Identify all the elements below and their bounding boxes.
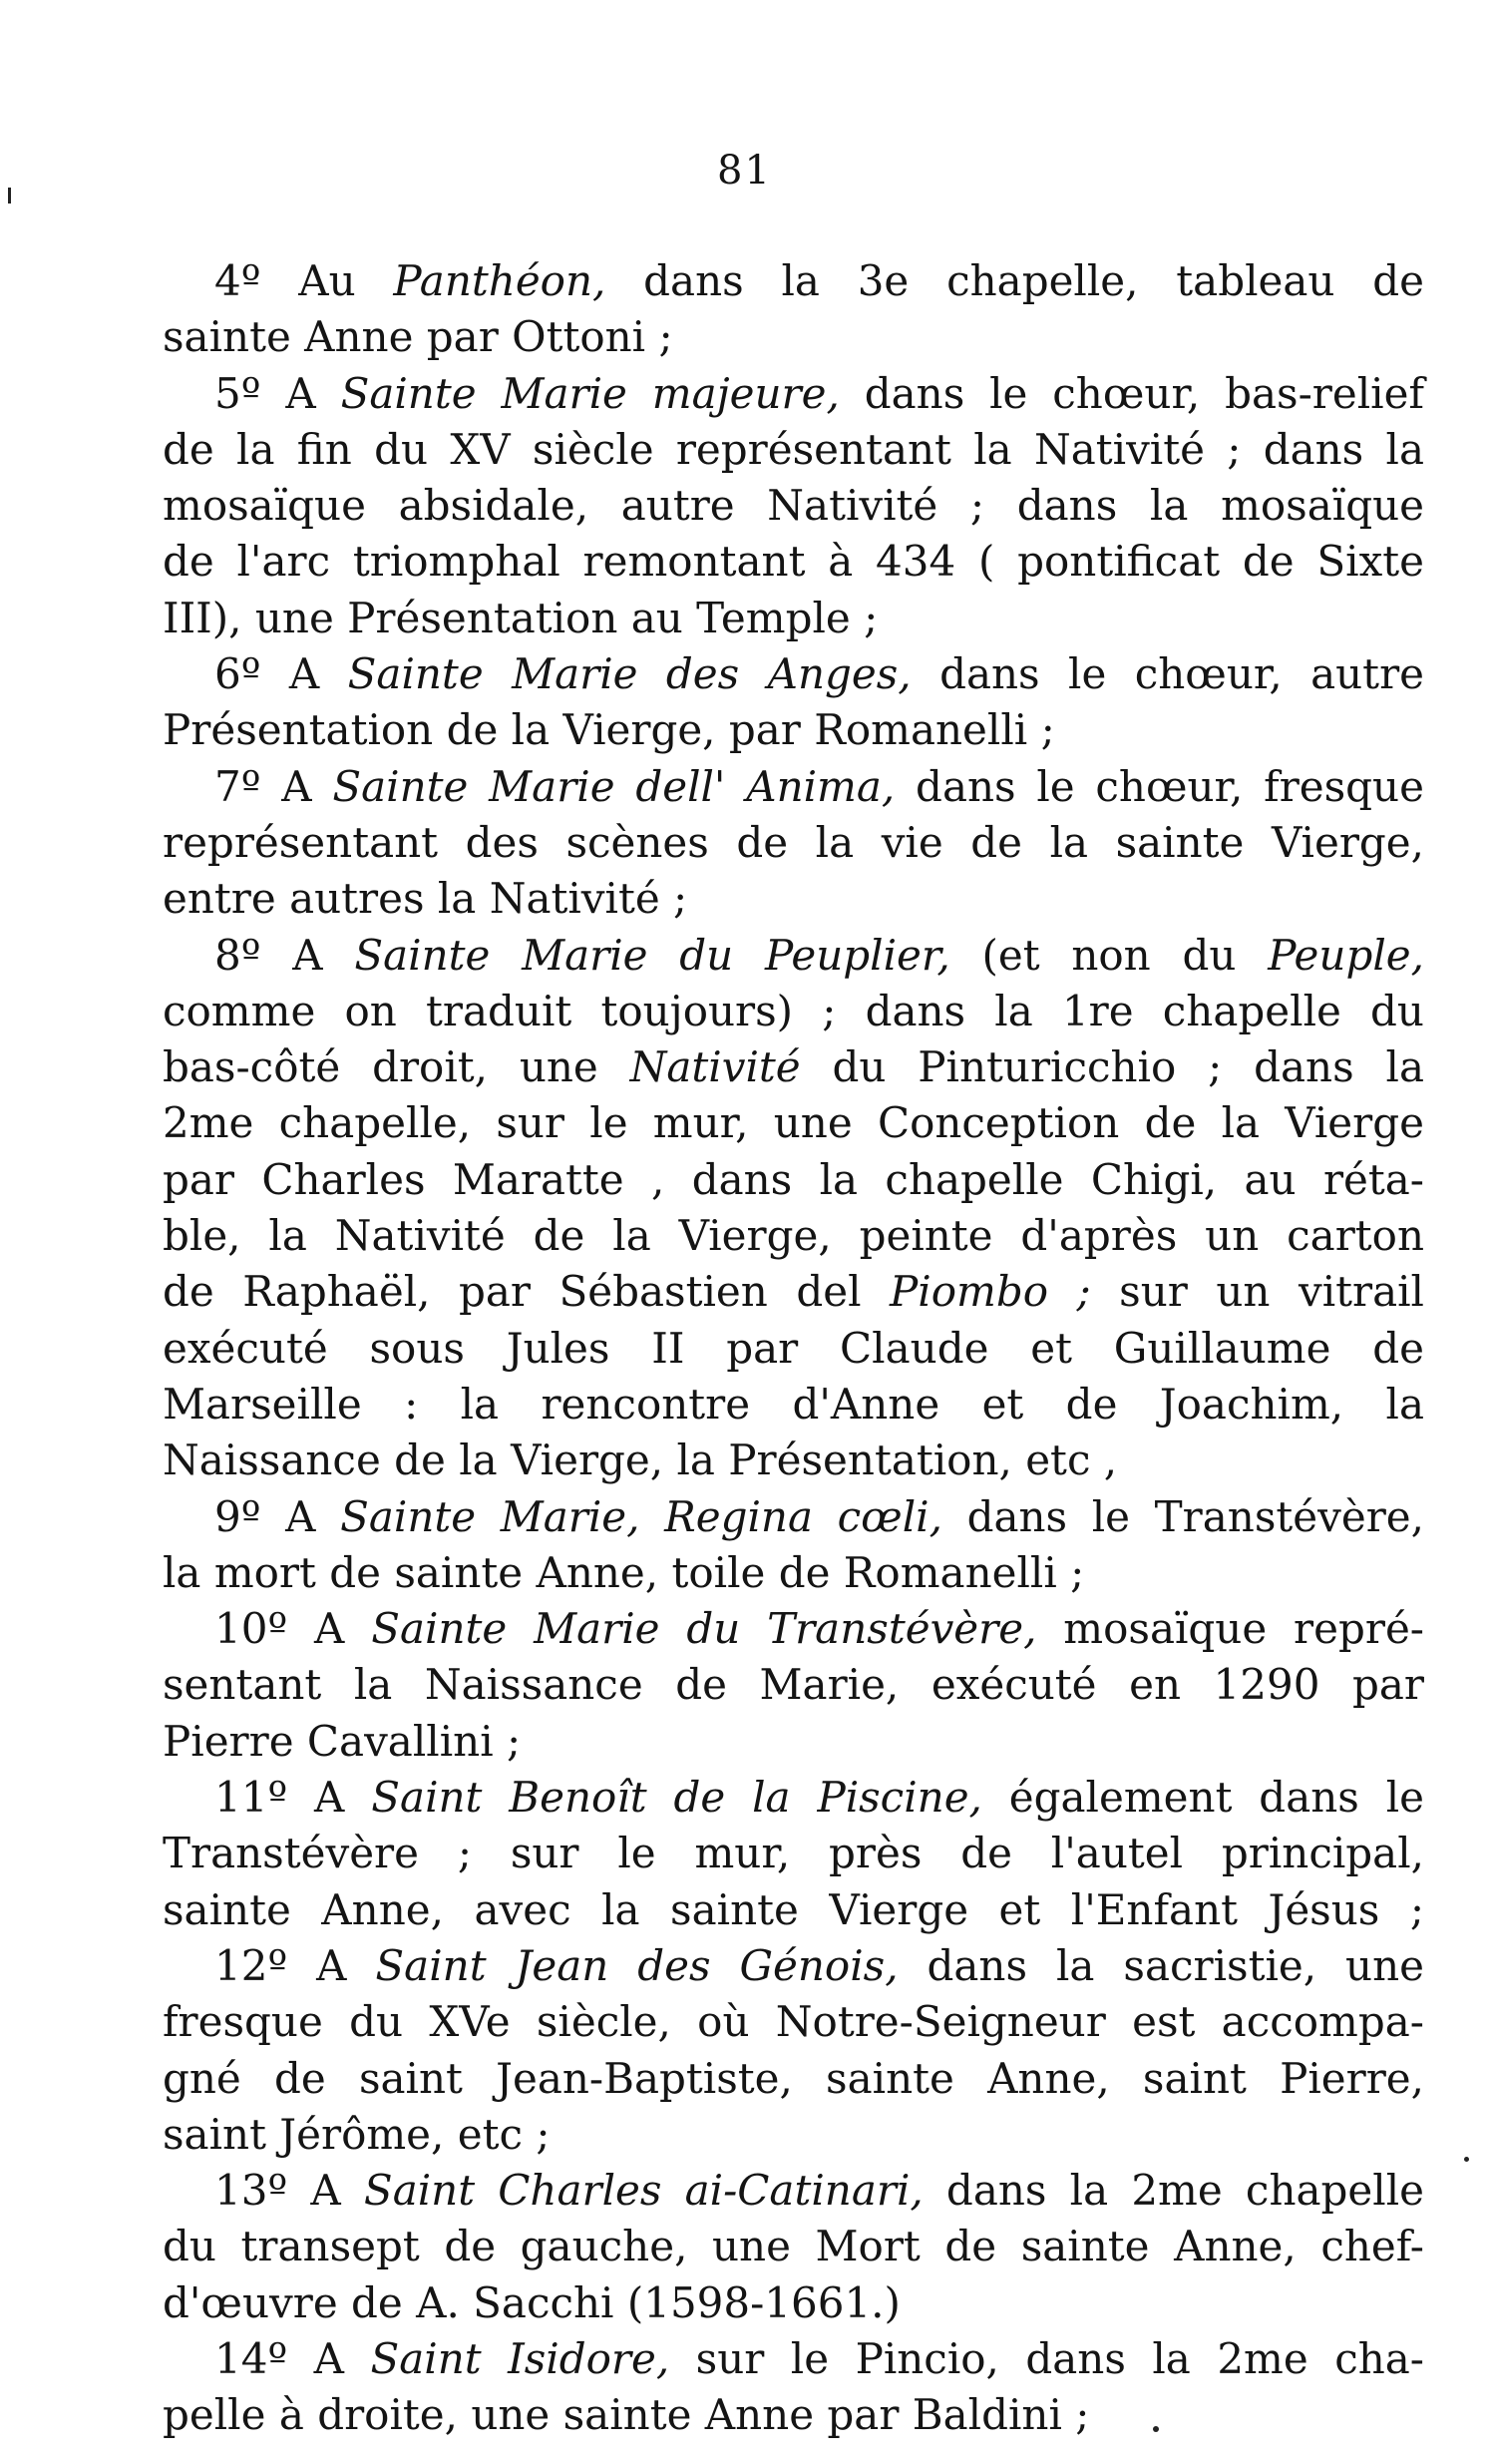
text-line: [163, 1208, 1424, 1264]
text-segment: sentant la Naissance de Marie, exécuté en 1290 par: [163, 1660, 1424, 1710]
text-segment: Naissance de la Vierge, la Présentation, etc ,: [163, 1436, 1118, 1485]
text-segment: 7º A: [214, 761, 333, 811]
text-segment: du Pinturicchio ; dans la: [800, 1042, 1424, 1092]
text-line: [163, 1433, 1424, 1488]
text-line: [163, 2387, 1424, 2443]
text-line: [163, 928, 1424, 984]
text-segment: 4º Au: [214, 256, 394, 305]
text-segment: Transtévère ; sur le mur, près de l'autel principal,: [163, 1829, 1424, 1878]
text-segment: sur le Pincio, dans la 2me cha-: [669, 2333, 1425, 2383]
text-segment: dans la 3e chapelle, tableau de: [605, 256, 1424, 305]
text-segment: la mort de sainte Anne, toile de Romanelli ;: [163, 1547, 1085, 1597]
text-segment: sainte Anne par Ottoni ;: [163, 312, 673, 362]
italic-text-segment: Saint Benoît de la Piscine,: [371, 1773, 982, 1823]
text-segment: dans le chœur, autre: [911, 649, 1424, 699]
text-segment: III), une Présentation au Temple ;: [163, 593, 879, 642]
text-segment: 5º A: [214, 368, 341, 418]
text-segment: de la fin du XV siècle représentant la Nativité ; dans la: [163, 424, 1424, 474]
text-segment: gné de saint Jean-Baptiste, sainte Anne, saint Pierre,: [163, 2053, 1424, 2103]
text-line: [163, 253, 1424, 309]
text-line: [163, 2163, 1424, 2219]
text-segment: Présentation de la Vierge, par Romanelli ;: [163, 705, 1055, 755]
text-segment: sur un vitrail: [1090, 1267, 1424, 1317]
page-number: 81: [717, 148, 772, 194]
text-segment: Marseille : la rencontre d'Anne et de Joachim, la: [163, 1379, 1424, 1429]
text-segment: saint Jérôme, etc ;: [163, 2109, 551, 2159]
text-line: [163, 534, 1424, 590]
text-segment: mosaïque absidale, autre Nativité ; dans la mosaïque: [163, 481, 1424, 531]
text-line: [163, 2219, 1424, 2274]
text-segment: 6º A: [214, 649, 348, 699]
text-segment: 11º A: [214, 1773, 372, 1823]
text-line: [163, 1377, 1424, 1433]
text-line: [163, 2107, 1424, 2163]
text-segment: 9º A: [214, 1491, 341, 1541]
text-segment: comme on traduit toujours) ; dans la 1re chapelle du: [163, 986, 1424, 1035]
italic-text-segment: Sainte Marie du Transtévère,: [371, 1604, 1037, 1654]
text-segment: exécuté sous Jules II par Claude et Guillaume de: [163, 1323, 1424, 1373]
text-segment: dans le chœur, fresque: [895, 761, 1424, 811]
text-segment: pelle à droite, une sainte Anne par Baldini ;: [163, 2390, 1090, 2440]
text-line: [163, 1994, 1424, 2050]
text-line: [163, 646, 1424, 702]
text-line: [163, 1938, 1424, 1994]
italic-text-segment: Sainte Marie des Anges,: [347, 649, 912, 699]
italic-text-segment: Nativité: [629, 1042, 801, 1092]
text-line: [163, 2275, 1424, 2331]
text-segment: entre autres la Nativité ;: [163, 874, 688, 924]
text-line: [163, 815, 1424, 871]
text-line: [163, 1095, 1424, 1151]
text-segment: bas-côté droit, une: [163, 1042, 630, 1092]
text-segment: de Raphaël, par Sébastien del: [163, 1267, 891, 1317]
text-line: [163, 2051, 1424, 2107]
text-line: [163, 591, 1424, 646]
text-line: [163, 309, 1424, 365]
text-line: [163, 1039, 1424, 1095]
text-segment: de l'arc triomphal remontant à 434 ( pontificat de Sixte: [163, 537, 1424, 587]
text-line: [163, 478, 1424, 534]
italic-text-segment: Panthéon,: [393, 256, 606, 305]
text-segment: représentant des scènes de la vie de la sainte Vierge,: [163, 817, 1424, 867]
text-line: [163, 1657, 1424, 1713]
text-segment: du transept de gauche, une Mort de sainte Anne, chef-: [163, 2222, 1424, 2271]
text-segment: d'œuvre de A. Sacchi (1598-1661.): [163, 2277, 901, 2327]
ink-speck: [1464, 2157, 1469, 2162]
text-segment: ble, la Nativité de la Vierge, peinte d'après un carton: [163, 1211, 1424, 1261]
margin-mark: [8, 188, 11, 204]
text-segment: dans le Transtévère,: [941, 1491, 1424, 1541]
text-line: [163, 759, 1424, 815]
text-line: [163, 1770, 1424, 1826]
text-segment: également dans le: [981, 1773, 1424, 1823]
italic-text-segment: Sainte Marie, Regina cœli,: [340, 1491, 942, 1541]
text-line: [163, 366, 1424, 422]
text-segment: 12º A: [214, 1940, 376, 1990]
text-segment: dans le chœur, bas-relief: [839, 368, 1424, 418]
text-segment: dans la sacristie, une: [898, 1940, 1424, 1990]
text-segment: sainte Anne, avec la sainte Vierge et l'Enfant Jésus ;: [163, 1884, 1424, 1934]
text-line: [163, 1826, 1424, 1881]
text-line: [163, 702, 1424, 758]
text-line: [163, 984, 1424, 1039]
italic-text-segment: Saint Isidore,: [370, 2333, 670, 2383]
text-segment: (et non du: [949, 930, 1269, 980]
text-segment: fresque du XVe siècle, où Notre-Seigneur est accompa-: [163, 1997, 1424, 2047]
text-line: [163, 422, 1424, 478]
text-segment: 2me chapelle, sur le mur, une Conception de la Vierge: [163, 1098, 1424, 1148]
text-segment: mosaïque repré-: [1036, 1604, 1424, 1654]
italic-text-segment: Peuple,: [1268, 930, 1424, 980]
text-line: [163, 1882, 1424, 1938]
text-segment: 10º A: [214, 1604, 372, 1654]
text-line: [163, 1321, 1424, 1377]
text-segment: 8º A: [214, 930, 355, 980]
text-line: [163, 1545, 1424, 1601]
text-segment: dans la 2me chapelle: [923, 2166, 1424, 2216]
text-segment: 14º A: [214, 2333, 371, 2383]
text-line: [163, 1489, 1424, 1545]
text-line: [163, 1714, 1424, 1770]
italic-text-segment: Sainte Marie du Peuplier,: [354, 930, 950, 980]
text-line: [163, 1601, 1424, 1657]
text-line: [163, 1152, 1424, 1208]
text-segment: par Charles Maratte , dans la chapelle Chigi, au réta-: [163, 1154, 1424, 1204]
text-segment: Pierre Cavallini ;: [163, 1716, 522, 1766]
italic-text-segment: Saint Charles ai-Catinari,: [363, 2166, 924, 2216]
italic-text-segment: Saint Jean des Génois,: [375, 1940, 899, 1990]
italic-text-segment: Piombo ;: [890, 1267, 1091, 1317]
text-line: [163, 1264, 1424, 1320]
text-line: [163, 871, 1424, 927]
italic-text-segment: Sainte Marie dell' Anima,: [332, 761, 896, 811]
page-body-text: [163, 253, 1424, 2444]
text-segment: 13º A: [214, 2166, 364, 2216]
italic-text-segment: Sainte Marie majeure,: [340, 368, 840, 418]
ink-speck: [1153, 2426, 1159, 2432]
text-line: [163, 2331, 1424, 2387]
